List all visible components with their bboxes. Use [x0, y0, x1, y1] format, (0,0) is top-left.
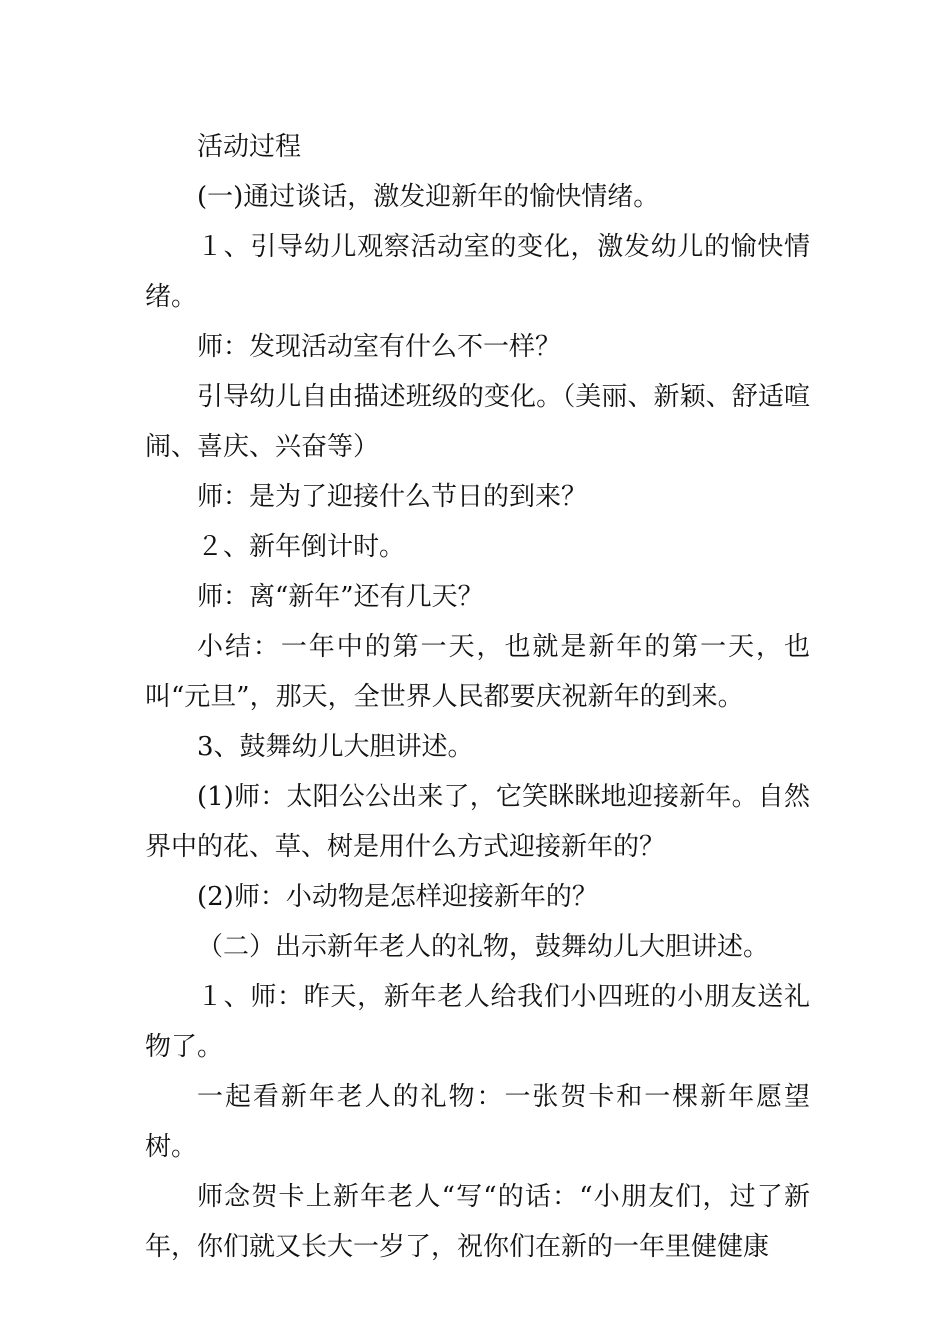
paragraph: 师念贺卡上新年老人“写“的话：“小朋友们，过了新年，你们就又长大一岁了，祝你们在新的一年里健健康 [145, 1182, 810, 1262]
paragraph: １、引导幼儿观察活动室的变化，激发幼儿的愉快情绪。 [145, 232, 810, 312]
paragraph: 3、鼓舞幼儿大胆讲述。 [197, 732, 474, 762]
paragraph: 引导幼儿自由描述班级的变化。（美丽、新颖、舒适喧闹、喜庆、兴奋等） [145, 382, 810, 462]
subsection-heading: （二）出示新年老人的礼物，鼓舞幼儿大胆讲述。 [197, 932, 770, 962]
paragraph: 小结：一年中的第一天，也就是新年的第一天，也叫“元旦”，那天，全世界人民都要庆祝新年的到来。 [145, 632, 810, 712]
paragraph: 师：离“新年”还有几天？ [197, 582, 484, 612]
paragraph: (1)师：太阳公公出来了，它笑眯眯地迎接新年。自然界中的花、草、树是用什么方式迎接新年的？ [145, 782, 810, 862]
paragraph: ２、新年倒计时。 [197, 532, 406, 562]
paragraph: 一起看新年老人的礼物：一张贺卡和一棵新年愿望树。 [145, 1082, 810, 1162]
paragraph: (2)师：小动物是怎样迎接新年的？ [197, 882, 598, 912]
paragraph: １、师：昨天，新年老人给我们小四班的小朋友送礼物了。 [145, 982, 810, 1062]
paragraph: 师：是为了迎接什么节日的到来？ [197, 482, 588, 512]
paragraph: 师：发现活动室有什么不一样？ [197, 332, 562, 362]
document-body [145, 122, 810, 1272]
section-heading: 活动过程 [197, 132, 302, 162]
subsection-heading: (一)通过谈话，激发迎新年的愉快情绪。 [197, 182, 660, 212]
